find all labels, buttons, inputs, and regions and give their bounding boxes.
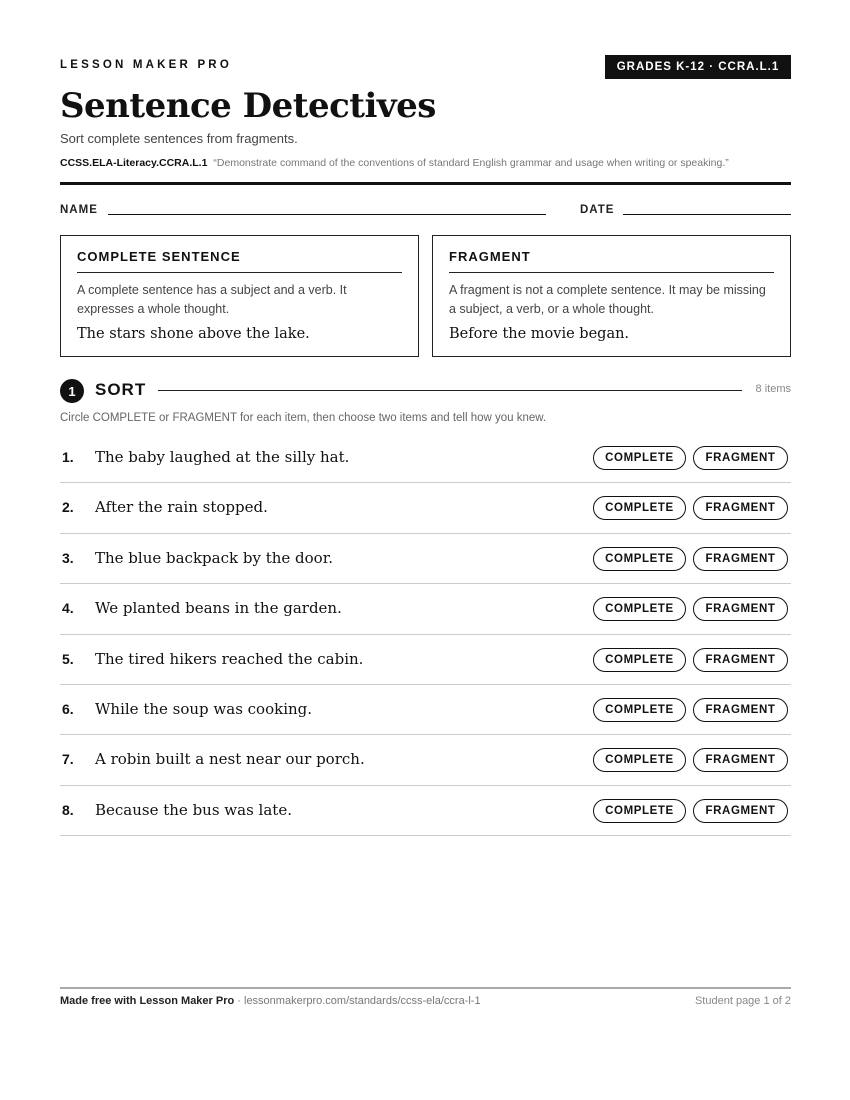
definition-complete-sentence (60, 235, 419, 357)
item-number: 7. (62, 751, 74, 768)
date-field[interactable] (623, 214, 791, 215)
item-sentence: While the soup was cooking. (95, 699, 313, 718)
list-item (60, 635, 791, 685)
date-label: DATE (580, 204, 615, 216)
section-title: SORT (95, 380, 147, 399)
header-divider (60, 182, 791, 185)
footer-credit (60, 995, 481, 1007)
footer-divider (60, 987, 791, 989)
footer-made-with: Made free with Lesson Maker Pro (60, 995, 235, 1007)
fragment-choice[interactable]: FRAGMENT (693, 597, 788, 621)
brand-name: LESSON MAKER PRO (60, 59, 232, 71)
section-instructions: Circle COMPLETE or FRAGMENT for each item, then choose two items and tell how you knew. (60, 412, 547, 424)
item-list (60, 433, 791, 836)
standard-code: CCSS.ELA-Literacy.CCRA.L.1 (60, 157, 208, 169)
footer-url: · lessonmakerpro.com/standards/ccss-ela/ccra-l-1 (234, 995, 481, 1007)
page-indicator: Student page 1 of 2 (694, 995, 791, 1007)
fragment-choice[interactable]: FRAGMENT (693, 446, 788, 470)
definition-description: A complete sentence has a subject and a verb. It expresses a whole thought. (77, 283, 347, 316)
fragment-choice[interactable]: FRAGMENT (693, 799, 788, 823)
item-count: 8 items (755, 383, 791, 395)
definition-description: A fragment is not a complete sentence. It may be missing a subject, a verb, or a whole thought. (449, 283, 766, 316)
item-number: 1. (62, 449, 74, 465)
list-item (60, 483, 791, 533)
item-number: 3. (62, 549, 74, 566)
name-field[interactable] (108, 214, 546, 215)
list-item (60, 735, 791, 785)
item-number: 4. (62, 600, 74, 617)
list-item (60, 534, 791, 584)
item-sentence: The tired hikers reached the cabin. (95, 649, 364, 668)
name-label: NAME (60, 204, 98, 216)
definition-fragment (432, 235, 791, 357)
complete-choice[interactable]: COMPLETE (593, 597, 686, 621)
item-number: 6. (62, 700, 74, 717)
section-number-badge: 1 (60, 379, 84, 403)
complete-choice[interactable]: COMPLETE (593, 799, 686, 823)
fragment-choice[interactable]: FRAGMENT (693, 698, 788, 722)
definition-heading: FRAGMENT (449, 236, 774, 273)
standard-line (60, 157, 729, 169)
item-number: 5. (62, 650, 74, 667)
fragment-choice[interactable]: FRAGMENT (693, 547, 788, 571)
fragment-choice[interactable]: FRAGMENT (693, 748, 788, 772)
item-sentence: After the rain stopped. (95, 498, 268, 517)
list-item (60, 685, 791, 735)
standard-text: “Demonstrate command of the conventions of standard English grammar and usage when writing or speaking.” (213, 157, 729, 169)
fragment-choice[interactable]: FRAGMENT (693, 648, 788, 672)
definition-example: Before the movie began. (449, 326, 630, 342)
list-item (60, 584, 791, 634)
section-divider (158, 390, 742, 391)
list-item (60, 433, 791, 483)
item-sentence: The baby laughed at the silly hat. (95, 448, 350, 466)
grade-badge: GRADES K-12 · CCRA.L.1 (605, 55, 791, 79)
fragment-choice[interactable]: FRAGMENT (693, 496, 788, 520)
complete-choice[interactable]: COMPLETE (593, 748, 686, 772)
item-number: 2. (62, 499, 74, 516)
definition-example: The stars shone above the lake. (77, 326, 310, 342)
list-item (60, 786, 791, 836)
item-number: 8. (62, 801, 74, 818)
definition-heading: COMPLETE SENTENCE (77, 236, 402, 273)
complete-choice[interactable]: COMPLETE (593, 446, 686, 470)
item-sentence: The blue backpack by the door. (95, 548, 333, 567)
complete-choice[interactable]: COMPLETE (593, 496, 686, 520)
item-sentence: Because the bus was late. (95, 800, 292, 819)
item-sentence: We planted beans in the garden. (95, 599, 342, 618)
complete-choice[interactable]: COMPLETE (593, 698, 686, 722)
complete-choice[interactable]: COMPLETE (593, 547, 686, 571)
page-title: Sentence Detectives (60, 86, 436, 126)
worksheet-page (60, 0, 791, 1100)
complete-choice[interactable]: COMPLETE (593, 648, 686, 672)
page-subtitle: Sort complete sentences from fragments. (60, 131, 298, 146)
item-sentence: A robin built a nest near our porch. (95, 750, 365, 769)
